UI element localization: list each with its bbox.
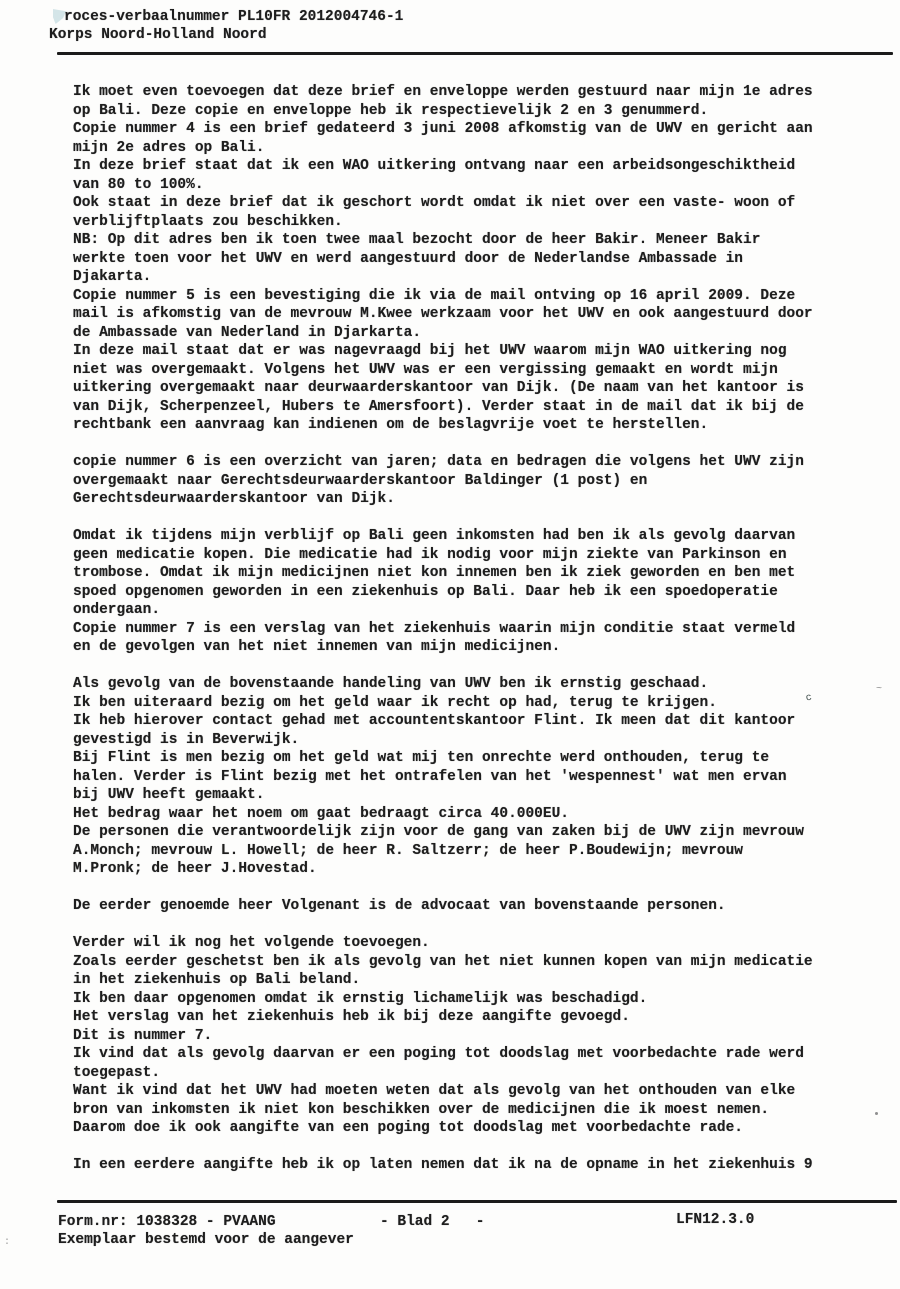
document-line: In deze brief staat dat ik een WAO uitkering ontvang naar een arbeidsongeschiktheid [73,158,796,174]
document-line: ondergaan. [73,602,161,618]
document-line: werkte toen voor het UWV en werd aangestuurd door de Nederlandse Ambassade in [73,250,744,267]
document-line: Copie nummer 5 is een bevestiging die ik via de mail ontving op 16 april 2009. Deze [73,287,796,304]
document-line: geen medicatie kopen. Die medicatie had ik nodig voor mijn ziekte van Parkinson en [73,546,787,563]
document-line: A.Monch; mevrouw L. Howell; de heer R. Saltzerr; de heer P.Boudewijn; mevrouw [73,842,744,859]
document-line: gevestigd is in Beverwijk. [73,731,300,748]
document-line: Daarom doe ik ook aangifte van een poging tot doodslag met voorbedachte rade. [73,1120,744,1136]
document-line: M.Pronk; de heer J.Hovestad. [73,861,317,877]
document-line: Djakarta. [73,269,152,285]
document-line: halen. Verder is Flint bezig met het ontrafelen van het 'wespennest' wat men ervan [73,768,787,785]
document-body [73,83,863,1175]
document-line: rechtbank een aanvraag kan indienen om de beslagvrije voet te herstellen. [73,417,709,433]
document-line: Want ik vind dat het UWV had moeten weten dat als gevolg van het onthouden van elke [73,1083,796,1099]
scan-mark-artifact: c [804,692,814,705]
document-line: uitkering overgemaakt naar deurwaarderskantoor van Dijk. (De naam van het kantoor is [73,380,804,396]
document-line: Ik vind dat als gevolg daarvan er een poging tot doodslag met voorbedachte rade werd [73,1046,804,1062]
document-line: Zoals eerder geschetst ben ik als gevolg van het niet kunnen kopen van mijn medicatie [73,953,813,970]
document-line: Dit is nummer 7. [73,1027,213,1044]
document-line: toegepast. [73,1064,161,1081]
document-line: Het verslag van het ziekenhuis heb ik bij deze aangifte gevoegd. [73,1009,630,1025]
document-line: Het bedrag waar het noem om gaat bedraagt circa 40.000EU. [73,805,569,822]
document-line: In een eerdere aangifte heb ik op laten nemen dat ik na de opname in het ziekenhuis 9 [73,1157,813,1173]
document-line: van 80 to 100%. [73,176,204,193]
scan-speck-artifact: : [4,1237,11,1248]
footer-form-number: Form.nr: 1038328 - PVAANG [58,1214,276,1230]
footer-version: LFN12.3.0 [676,1212,755,1228]
korps-line: Korps Noord-Holland Noord [49,27,267,43]
document-line: bron van inkomsten ik niet kon beschikken over de medicijnen die ik moest nemen. [73,1101,770,1118]
document-line: NB: Op dit adres ben ik toen twee maal bezocht door de heer Bakir. Meneer Bakir [73,232,761,248]
document-line: trombose. Omdat ik mijn medicijnen niet kon innemen ben ik ziek geworden en ben met [73,565,796,581]
document-line: Ook staat in deze brief dat ik geschort wordt omdat ik niet over een vaste- woon of [73,195,796,211]
document-line [73,509,863,528]
document-line: Ik ben daar opgenomen omdat ik ernstig lichamelijk was beschadigd. [73,990,648,1007]
proces-verbaal-number-line: roces-verbaalnummer PL10FR 2012004746-1 [64,9,404,25]
document-line: mijn 2e adres op Bali. [73,139,265,156]
scan-dot-artifact [875,1112,878,1115]
document-line: en de gevolgen van het niet innemen van mijn medicijnen. [73,639,561,655]
document-line: mail is afkomstig van de mevrouw M.Kwee werkzaam voor het UWV en ook aangestuurd door [73,306,813,322]
document-line [73,879,863,898]
footer-copy-note: Exemplaar bestemd voor de aangever [58,1232,354,1248]
document-line: bij UWV heeft gemaakt. [73,787,265,803]
document-line: niet was overgemaakt. Volgens het UWV was er een vergissing gemaakt en wordt mijn [73,361,778,378]
document-line [73,916,863,935]
document-line [73,435,863,454]
document-line [73,1138,863,1157]
document-line: copie nummer 6 is een overzicht van jaren; data en bedragen die volgens het UWV zijn [73,454,804,470]
document-line: Ik heb hierover contact gehad met accountentskantoor Flint. Ik meen dat dit kantoor [73,713,796,729]
document-line: De personen die verantwoordelijk zijn voor de gang van zaken bij de UWV zijn mevrouw [73,824,804,840]
document-line: In deze mail staat dat er was nagevraagd bij het UWV waarom mijn WAO uitkering nog [73,343,787,359]
document-line: Als gevolg van de bovenstaande handeling van UWV ben ik ernstig geschaad. [73,676,709,692]
document-line: Ik moet even toevoegen dat deze brief en enveloppe werden gestuurd naar mijn 1e adres [73,84,813,100]
footer-page-number: - Blad 2 - [380,1214,485,1230]
footer-divider [57,1200,897,1203]
header-divider [57,52,893,55]
document-line: spoed opgenomen geworden in een ziekenhuis op Bali. Daar heb ik een spoedoperatie [73,583,778,600]
document-line: Copie nummer 7 is een verslag van het ziekenhuis waarin mijn conditie staat vermeld [73,620,796,637]
document-line: overgemaakt naar Gerechtsdeurwaarderskantoor Baldinger (1 post) en [73,472,648,489]
document-line: op Bali. Deze copie en enveloppe heb ik respectievelijk 2 en 3 genummerd. [73,102,709,119]
document-line: de Ambassade van Nederland in Djarkarta. [73,324,422,341]
scan-mark-artifact: ~ [876,684,883,695]
document-line: Bij Flint is men bezig om het geld wat mij ten onrechte werd onthouden, terug te [73,750,770,766]
document-line: Ik ben uiteraard bezig om het geld waar ik recht op had, terug te krijgen. [73,694,717,711]
document-line: van Dijk, Scherpenzeel, Hubers te Amersfoort). Verder staat in de mail dat ik bij de [73,398,804,415]
document-line: Omdat ik tijdens mijn verblijf op Bali geen inkomsten had ben ik als gevolg daarvan [73,528,796,544]
document-line: Verder wil ik nog het volgende toevoegen. [73,935,430,951]
document-line: Gerechtsdeurwaarderskantoor van Dijk. [73,491,395,507]
document-line: in het ziekenhuis op Bali beland. [73,972,361,988]
document-line [73,657,863,676]
document-line: verblijftplaats zou beschikken. [73,213,343,230]
document-line: Copie nummer 4 is een brief gedateerd 3 juni 2008 afkomstig van de UWV en gericht aan [73,121,813,137]
document-line: De eerder genoemde heer Volgenant is de advocaat van bovenstaande personen. [73,898,726,914]
